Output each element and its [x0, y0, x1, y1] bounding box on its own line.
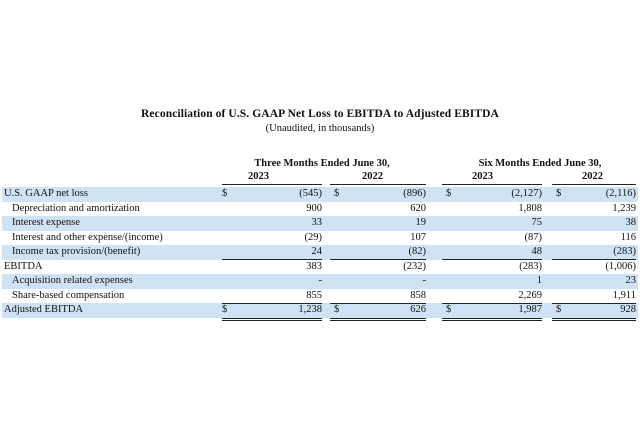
currency-symbol: $ — [446, 304, 452, 315]
cell-value: 38 — [625, 217, 636, 228]
cell-value: 900 — [306, 202, 322, 214]
cell-value: (87) — [524, 231, 542, 243]
cell-value: 626 — [410, 304, 426, 315]
cell-value: - — [422, 275, 426, 286]
row-label-income-tax-provision-benefit: Income tax provision/(benefit) — [12, 246, 141, 257]
cell-value: (2,127) — [511, 188, 542, 199]
table-row — [2, 202, 638, 217]
cell-value: 858 — [410, 289, 426, 301]
column-rule — [330, 184, 426, 185]
table-row — [2, 289, 638, 304]
table-row — [2, 260, 638, 275]
row-label-interest-expense: Interest expense — [12, 217, 80, 228]
table-row — [2, 303, 638, 318]
total-double-rule — [330, 318, 426, 321]
cell-value: (283) — [519, 260, 542, 272]
table-row — [2, 187, 638, 202]
table-row — [2, 216, 638, 231]
cell-value: 48 — [531, 246, 542, 257]
subtotal-rule — [552, 303, 636, 304]
cell-value: (82) — [408, 246, 426, 257]
subtotal-rule — [552, 259, 636, 260]
cell-value: 33 — [311, 217, 322, 228]
subtotal-rule — [442, 303, 542, 304]
row-label-acquisition-related-expenses: Acquisition related expenses — [12, 275, 133, 286]
cell-value: 1 — [536, 275, 542, 286]
period-header-three-months: Three Months Ended June 30, — [254, 158, 390, 169]
currency-symbol: $ — [446, 188, 452, 199]
row-label-interest-and-other-expense-income: Interest and other expense/(income) — [12, 231, 163, 243]
cell-value: (2,116) — [605, 188, 636, 199]
year-header: 2023 — [248, 171, 269, 182]
currency-symbol: $ — [334, 304, 340, 315]
year-header: 2022 — [362, 171, 383, 182]
cell-value: 928 — [620, 304, 636, 315]
row-label-share-based-compensation: Share-based compensation — [12, 289, 125, 301]
table-title: Reconciliation of U.S. GAAP Net Loss to EBITDA to Adjusted EBITDA — [141, 108, 499, 120]
cell-value: (896) — [403, 188, 426, 199]
cell-value: 2,269 — [518, 289, 542, 301]
table-subtitle: (Unaudited, in thousands) — [265, 123, 375, 134]
currency-symbol: $ — [222, 304, 228, 315]
subtotal-rule — [330, 303, 426, 304]
cell-value: 19 — [415, 217, 426, 228]
cell-value: 107 — [410, 231, 426, 243]
cell-value: (545) — [299, 188, 322, 199]
row-label-depreciation-and-amortization: Depreciation and amortization — [12, 202, 140, 214]
year-header: 2023 — [472, 171, 493, 182]
row-label-adjusted-ebitda: Adjusted EBITDA — [4, 304, 84, 315]
total-double-rule — [442, 318, 542, 321]
column-rule — [442, 184, 542, 185]
year-header: 2022 — [582, 171, 603, 182]
cell-value: - — [318, 275, 322, 286]
cell-value: 855 — [306, 289, 322, 301]
cell-value: 24 — [311, 246, 322, 257]
cell-value: 1,239 — [612, 202, 636, 214]
cell-value: 23 — [625, 275, 636, 286]
subtotal-rule — [222, 259, 322, 260]
cell-value: 383 — [306, 260, 322, 272]
period-header-six-months: Six Months Ended June 30, — [478, 158, 602, 169]
cell-value: (1,006) — [605, 260, 636, 272]
total-double-rule — [222, 318, 322, 321]
row-label-ebitda: EBITDA — [4, 260, 43, 272]
total-double-rule — [552, 318, 636, 321]
cell-value: 1,987 — [518, 304, 542, 315]
row-label-u-s-gaap-net-loss: U.S. GAAP net loss — [4, 188, 88, 199]
cell-value: (232) — [403, 260, 426, 272]
column-rule — [222, 184, 322, 185]
subtotal-rule — [442, 259, 542, 260]
cell-value: (283) — [613, 246, 636, 257]
currency-symbol: $ — [222, 188, 228, 199]
cell-value: 1,238 — [298, 304, 322, 315]
table-row — [2, 274, 638, 289]
cell-value: (29) — [304, 231, 322, 243]
table-row — [2, 245, 638, 260]
cell-value: 620 — [410, 202, 426, 214]
table-row — [2, 231, 638, 246]
subtotal-rule — [330, 259, 426, 260]
currency-symbol: $ — [556, 304, 562, 315]
cell-value: 116 — [620, 231, 636, 243]
currency-symbol: $ — [334, 188, 340, 199]
column-rule — [552, 184, 636, 185]
cell-value: 1,911 — [612, 289, 636, 301]
subtotal-rule — [222, 303, 322, 304]
currency-symbol: $ — [556, 188, 562, 199]
cell-value: 75 — [531, 217, 542, 228]
cell-value: 1,808 — [518, 202, 542, 214]
